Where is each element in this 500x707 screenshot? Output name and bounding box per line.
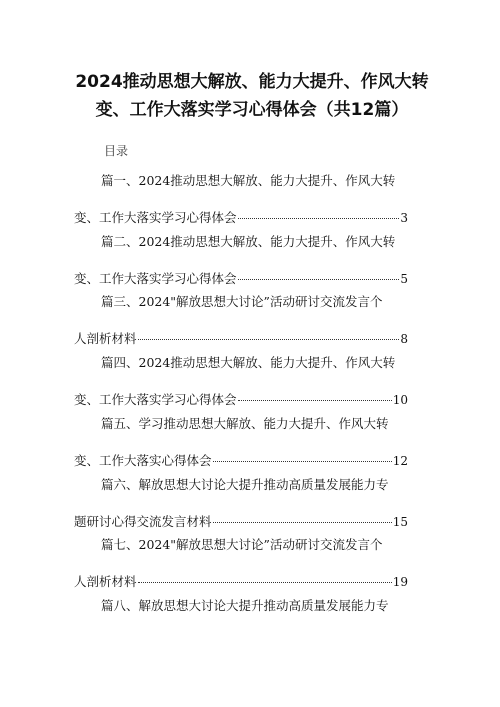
toc-entry[interactable] (74, 476, 408, 531)
toc-entry-continuation (74, 573, 408, 591)
toc-page-number: 12 (392, 454, 408, 468)
toc-entry-title: 篇七、2024"解放思想大讨论”活动研讨交流发言个 (101, 537, 383, 552)
toc-entry-continuation (74, 270, 408, 288)
toc-entry-title: 篇六、解放思想大讨论大提升推动高质量发展能力专 (101, 477, 389, 492)
toc-page-number: 10 (392, 393, 408, 407)
toc-entry-title: 篇五、学习推动思想大解放、能力大提升、作风大转 (101, 416, 389, 431)
toc-entry[interactable] (74, 172, 408, 227)
document-title: 2024推动思想大解放、能力大提升、作风大转变、工作大落实学习心得体会（共12篇） (75, 72, 429, 120)
toc-entry-title-cont: 变、工作大落实学习心得体会 (74, 271, 237, 286)
toc-entry-title-cont: 人剖析材料 (74, 331, 137, 346)
dot-leader (213, 522, 392, 523)
toc-entry-continuation (74, 513, 408, 531)
toc-entry-continuation (74, 330, 408, 348)
dot-leader (213, 461, 392, 462)
toc-entry-title: 篇八、解放思想大讨论大提升推动高质量发展能力专 (101, 598, 389, 613)
toc-entry[interactable] (74, 233, 408, 288)
toc-entry[interactable] (74, 293, 408, 348)
toc-page-number: 8 (400, 332, 408, 346)
toc-entry-continuation (74, 209, 408, 227)
toc-entry[interactable] (74, 415, 408, 470)
dot-leader (138, 339, 400, 340)
toc-entry-title: 篇一、2024推动思想大解放、能力大提升、作风大转 (101, 173, 396, 188)
dot-leader (238, 400, 392, 401)
toc-entry-title: 篇三、2024"解放思想大讨论”活动研讨交流发言个 (101, 294, 383, 309)
toc-heading: 目录 (104, 144, 129, 158)
toc-entry-title-cont: 人剖析材料 (74, 574, 137, 589)
toc-entry-continuation (74, 452, 408, 470)
toc-page-number: 5 (400, 272, 408, 286)
toc-entry-title-cont: 变、工作大落实学习心得体会 (74, 210, 237, 225)
toc-entry[interactable] (74, 597, 408, 615)
toc-page-number: 3 (400, 211, 408, 225)
dot-leader (138, 582, 392, 583)
toc-page-number: 19 (392, 575, 408, 589)
toc-entry-title-cont: 变、工作大落实心得体会 (74, 453, 212, 468)
toc-entry[interactable] (74, 354, 408, 409)
dot-leader (238, 279, 400, 280)
dot-leader (238, 218, 400, 219)
toc-entry-title-cont: 题研讨心得交流发言材料 (74, 514, 212, 529)
toc-entry-title-cont: 变、工作大落实学习心得体会 (74, 392, 237, 407)
toc-entry-title: 篇二、2024推动思想大解放、能力大提升、作风大转 (101, 234, 396, 249)
toc-entry[interactable] (74, 536, 408, 591)
toc-entry-title: 篇四、2024推动思想大解放、能力大提升、作风大转 (101, 355, 396, 370)
toc-entry-continuation (74, 391, 408, 409)
toc-page-number: 15 (392, 515, 408, 529)
